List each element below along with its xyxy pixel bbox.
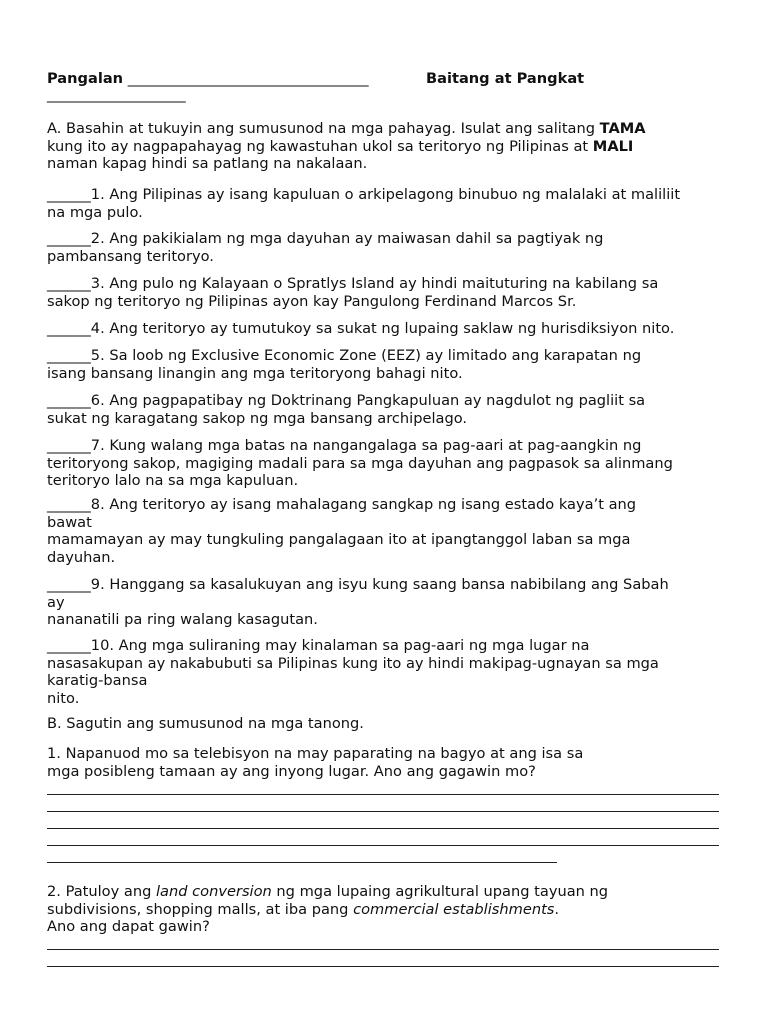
word-tama: TAMA	[599, 120, 646, 137]
question-text: 2. Patuloy ang	[47, 883, 156, 900]
answer-blank-7[interactable]: ______	[47, 437, 91, 454]
item-text: 6. Ang pagpapatibay ng Doktrinang Pangkapuluan ay nagdulot ng pagliit sa	[90, 392, 646, 409]
answer-line[interactable]	[47, 845, 719, 846]
answer-blank-6[interactable]: ______	[47, 392, 91, 409]
item-text: 9. Hanggang sa kasalukuyan ang isyu kung saang bansa nabibilang ang Sabah	[90, 576, 669, 593]
item-text: nananatili pa ring walang kasagutan.	[47, 611, 318, 628]
item-text: 2. Ang pakikialam ng mga dayuhan ay maiwasan dahil sa pagtiyak ng	[90, 230, 604, 247]
item-text: 10. Ang mga suliraning may kinalaman sa pag-aari ng mga lugar na	[90, 637, 590, 654]
answer-blank-1[interactable]: ______	[47, 186, 91, 203]
grade-label: Baitang at Pangkat	[426, 70, 585, 87]
item-text: teritoryong sakop, magiging madali para sa mga dayuhan ang pagpasok sa alinmang	[47, 454, 673, 472]
term-commercial-establishments: commercial establishments	[353, 900, 555, 918]
name-field-blank[interactable]: _________________________________	[127, 70, 369, 87]
item-text: sukat ng karagatang sakop ng mga bansang archipelago.	[47, 409, 468, 427]
item-4	[47, 320, 727, 338]
item-7	[47, 437, 727, 490]
item-text: isang bansang linangin ang mga teritoryong bahagi nito.	[47, 364, 463, 382]
answer-line[interactable]	[47, 794, 719, 795]
answer-blank-5[interactable]: ______	[47, 347, 91, 364]
question-2	[47, 883, 727, 936]
grade-field-blank[interactable]: ___________________	[47, 86, 186, 103]
item-5	[47, 347, 727, 382]
question-text: subdivisions, shopping malls, at iba pang	[47, 900, 354, 918]
section-b-instruction: B. Sagutin ang sumusunod na mga tanong.	[47, 715, 364, 732]
item-text: 8. Ang teritoryo ay isang mahalagang sangkap ng isang estado kaya’t ang	[90, 496, 637, 513]
item-text: dayuhan.	[47, 548, 116, 566]
item-3	[47, 275, 727, 310]
section-a-instruction	[47, 120, 727, 173]
item-text: ay	[47, 593, 65, 611]
item-text: pambansang teritoryo.	[47, 247, 214, 265]
answer-blank-2[interactable]: ______	[47, 230, 91, 247]
answer-blank-8[interactable]: ______	[47, 496, 91, 513]
item-1	[47, 186, 727, 221]
instruction-text-3: naman kapag hindi sa patlang na nakalaan.	[47, 155, 368, 172]
term-land-conversion: land conversion	[155, 883, 272, 900]
answer-line[interactable]	[47, 828, 719, 829]
item-8	[47, 496, 727, 566]
item-text: 3. Ang pulo ng Kalayaan o Spratlys Island ay hindi maituturing na kabilang sa	[90, 275, 659, 292]
header-name-line	[47, 70, 727, 88]
answer-blank-4[interactable]: ______	[47, 320, 91, 337]
item-text: 7. Kung walang mga batas na nangangalaga sa pag-aari at pag-aangkin ng	[90, 437, 642, 454]
answer-line[interactable]	[47, 966, 719, 967]
item-text: teritoryo lalo na sa mga kapuluan.	[47, 472, 299, 489]
item-2	[47, 230, 727, 265]
item-text: karatig-bansa	[47, 672, 148, 689]
name-label: Pangalan	[47, 70, 124, 87]
word-mali: MALI	[592, 137, 634, 155]
item-text: nasasakupan ay nakabubuti sa Pilipinas kung ito ay hindi makipag-ugnayan sa mga	[47, 654, 659, 672]
question-text: mga posibleng tamaan ay ang inyong lugar. Ano ang gagawin mo?	[47, 762, 536, 780]
answer-blank-3[interactable]: ______	[47, 275, 91, 292]
question-text: ng mga lupaing agrikultural upang tayuan ng	[271, 883, 609, 900]
answer-blank-10[interactable]: ______	[47, 637, 91, 654]
item-6	[47, 392, 727, 427]
item-text: mamamayan ay may tungkuling pangalagaan ito at ipangtanggol laban sa mga	[47, 531, 631, 548]
item-text: na mga pulo.	[47, 203, 143, 221]
item-text: bawat	[47, 513, 92, 531]
question-text: .	[554, 900, 560, 918]
answer-line[interactable]	[47, 949, 719, 950]
answer-line[interactable]	[47, 862, 557, 863]
item-text: 4. Ang teritoryo ay tumutukoy sa sukat ng lupaing saklaw ng hurisdiksiyon nito.	[90, 320, 675, 337]
question-text: 1. Napanuod mo sa telebisyon na may paparating na bagyo at ang isa sa	[47, 745, 584, 762]
item-9	[47, 576, 727, 629]
question-1	[47, 745, 727, 780]
item-text: nito.	[47, 689, 80, 707]
question-text: Ano ang dapat gawin?	[47, 918, 210, 935]
item-text: 1. Ang Pilipinas ay isang kapuluan o arkipelagong binubuo ng malalaki at maliliit	[90, 186, 681, 203]
item-text: 5. Sa loob ng Exclusive Economic Zone (EEZ) ay limitado ang karapatan ng	[90, 347, 642, 364]
item-text: sakop ng teritoryo ng Pilipinas ayon kay Pangulong Ferdinand Marcos Sr.	[47, 292, 577, 310]
answer-line[interactable]	[47, 811, 719, 812]
item-10	[47, 637, 727, 707]
instruction-text-1: A. Basahin at tukuyin ang sumusunod na mga pahayag. Isulat ang salitang	[47, 120, 600, 137]
instruction-text-2: kung ito ay nagpapahayag ng kawastuhan ukol sa teritoryo ng Pilipinas at	[47, 137, 593, 155]
answer-blank-9[interactable]: ______	[47, 576, 91, 593]
